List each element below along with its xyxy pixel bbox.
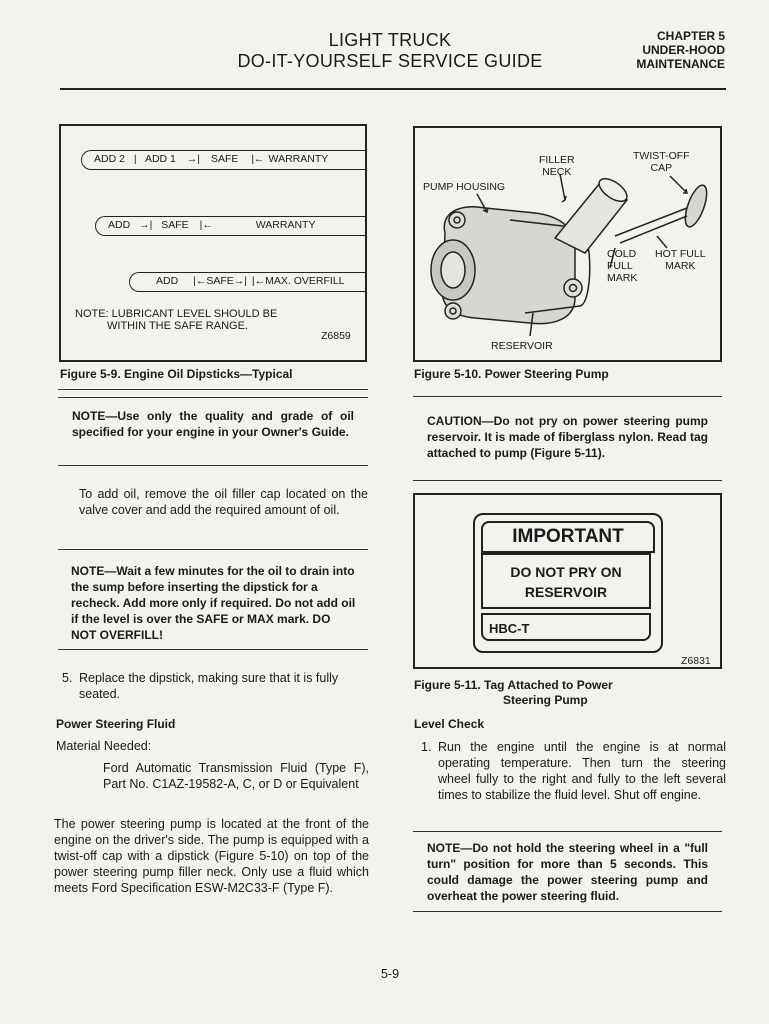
page-title <box>230 30 550 72</box>
caution-do-not-pry: CAUTION—Do not pry on power steering pump reservoir. It is made of fiberglass nylon. Read tag attached to pump (Figure 5-11). <box>427 414 708 460</box>
reservoir-label: RESERVOIR <box>491 340 553 352</box>
dipstick-1-warranty: WARRANTY <box>268 153 329 165</box>
dipstick-2-warranty: WARRANTY <box>255 219 316 231</box>
note-oil-quality: NOTE—Use only the quality and grade of oil specified for your engine in your Owner's Guide. <box>72 409 354 439</box>
figure-5-11-caption-line-1: Figure 5-11. Tag Attached to Power <box>414 678 613 692</box>
header-rule <box>60 88 726 90</box>
material-needed-label: Material Needed: <box>56 739 152 753</box>
step-5-number: 5. <box>62 671 73 685</box>
dipstick-1-add2: ADD 2 <box>94 153 125 165</box>
caution-bottom-rule <box>413 480 722 481</box>
dipstick-3-safe: SAFE <box>206 275 234 287</box>
note-3-top-rule <box>413 831 722 832</box>
tag-message <box>481 553 651 609</box>
dipstick-3-max: MAX. OVERFILL <box>265 275 345 287</box>
figure-5-9-frame <box>59 124 367 362</box>
chapter-line-1: CHAPTER 5 <box>656 29 725 43</box>
power-steering-fluid-heading: Power Steering Fluid <box>56 717 176 731</box>
tag-code: HBC-T <box>481 613 651 641</box>
hot-full-mark-label <box>655 248 706 272</box>
note-2-top-rule <box>58 549 368 550</box>
figure-5-9-note-1: NOTE: LUBRICANT LEVEL SHOULD BE <box>75 308 278 320</box>
dipstick-1-add1: ADD 1 <box>144 153 176 165</box>
tag-title: IMPORTANT <box>481 521 655 553</box>
chapter-line-2: UNDER-HOOD <box>642 43 725 57</box>
chapter-line-3: MAINTENANCE <box>636 57 725 71</box>
note-3-bottom-rule <box>413 911 722 912</box>
figure-5-9-note-2: WITHIN THE SAFE RANGE. <box>107 320 248 332</box>
twist-off-cap-label <box>633 150 690 174</box>
dipstick-3-add: ADD <box>156 275 179 287</box>
cold-line-3: MARK <box>607 272 638 284</box>
cold-line-1: COLD <box>607 248 637 260</box>
step-1-text: Run the engine until the engine is at normal operating temperature. Then turn the steering wheel fully to the right and fully to the left several times to stabilize the fluid level. Shut off engine. <box>438 740 726 802</box>
title-line-2: DO-IT-YOURSELF SERVICE GUIDE <box>237 51 543 71</box>
tag-line-2: RESERVOIR <box>524 584 608 600</box>
dipstick-1: ADD 2 | ADD 1 →| SAFE |← WARRANTY <box>81 150 367 170</box>
twist-off-line-1: TWIST-OFF <box>633 150 690 162</box>
note-1-top-rule <box>58 397 368 398</box>
figure-5-10-frame <box>413 126 722 362</box>
cold-full-mark-label <box>607 248 637 284</box>
material-needed-text: Ford Automatic Transmission Fluid (Type F), Part No. C1AZ-19582-A, C, or D or Equivalent <box>103 761 369 791</box>
dipstick-2: ADD →| SAFE |← WARRANTY <box>95 216 367 236</box>
dipstick-1-safe: SAFE <box>210 153 239 165</box>
title-line-1: LIGHT TRUCK <box>328 30 452 50</box>
figure-5-9-code: Z6859 <box>321 330 351 342</box>
pump-housing-label: PUMP HOUSING <box>423 181 506 193</box>
rule <box>58 389 368 390</box>
twist-off-line-2: CAP <box>650 162 673 174</box>
step-1-number: 1. <box>421 740 432 754</box>
figure-5-11-caption <box>414 678 724 708</box>
dipstick-2-add: ADD <box>108 219 131 231</box>
dipstick-2-safe: SAFE <box>161 219 189 231</box>
chapter-heading <box>560 29 725 71</box>
figure-5-11-caption-line-2: Steering Pump <box>503 693 588 707</box>
hot-line-2: MARK <box>665 260 696 272</box>
filler-neck-line-2: NECK <box>542 166 572 178</box>
note-steering-full-turn: NOTE—Do not hold the steering wheel in a "full turn" position for more than 5 seconds. This could damage the power steering pump and overheat the power steering fluid. <box>427 841 708 903</box>
page-number: 5-9 <box>380 967 400 981</box>
filler-neck-label <box>539 154 575 178</box>
important-tag <box>473 513 663 653</box>
hot-line-1: HOT FULL <box>655 248 706 260</box>
tag-line-1: DO NOT PRY ON <box>510 564 622 580</box>
rule <box>413 396 722 397</box>
figure-5-10-caption: Figure 5-10. Power Steering Pump <box>414 367 609 381</box>
filler-neck-line-1: FILLER <box>539 154 575 166</box>
note-2-bottom-rule <box>58 649 368 650</box>
figure-5-11-frame <box>413 493 722 669</box>
paragraph-power-steering-location: The power steering pump is located at the front of the engine on the driver's side. The pump is equipped with a twist-off cap with a dipstick (Figure 5-10) on top of the power steering pump filler neck. Only use a fluid which meets Ford Specification ESW-M2C33-F (Type F). <box>54 817 369 895</box>
note-wait-drain: NOTE—Wait a few minutes for the oil to drain into the sump before inserting the dipstick for a recheck. Add more only if required. Do not add oil if the level is over the SAFE or MAX mark. DO NOT OVERFILL! <box>71 564 356 642</box>
step-5-text: Replace the dipstick, making sure that it is fully seated. <box>79 671 339 701</box>
note-1-bottom-rule <box>58 465 368 466</box>
level-check-heading: Level Check <box>414 717 485 731</box>
figure-5-11-code: Z6831 <box>681 655 711 667</box>
figure-5-9-caption: Figure 5-9. Engine Oil Dipsticks—Typical <box>60 367 293 381</box>
dipstick-3: ADD |←SAFE→| |←MAX. OVERFILL <box>129 272 367 292</box>
cold-line-2: FULL <box>607 260 633 272</box>
paragraph-add-oil: To add oil, remove the oil filler cap located on the valve cover and add the required amount of oil. <box>79 487 368 517</box>
